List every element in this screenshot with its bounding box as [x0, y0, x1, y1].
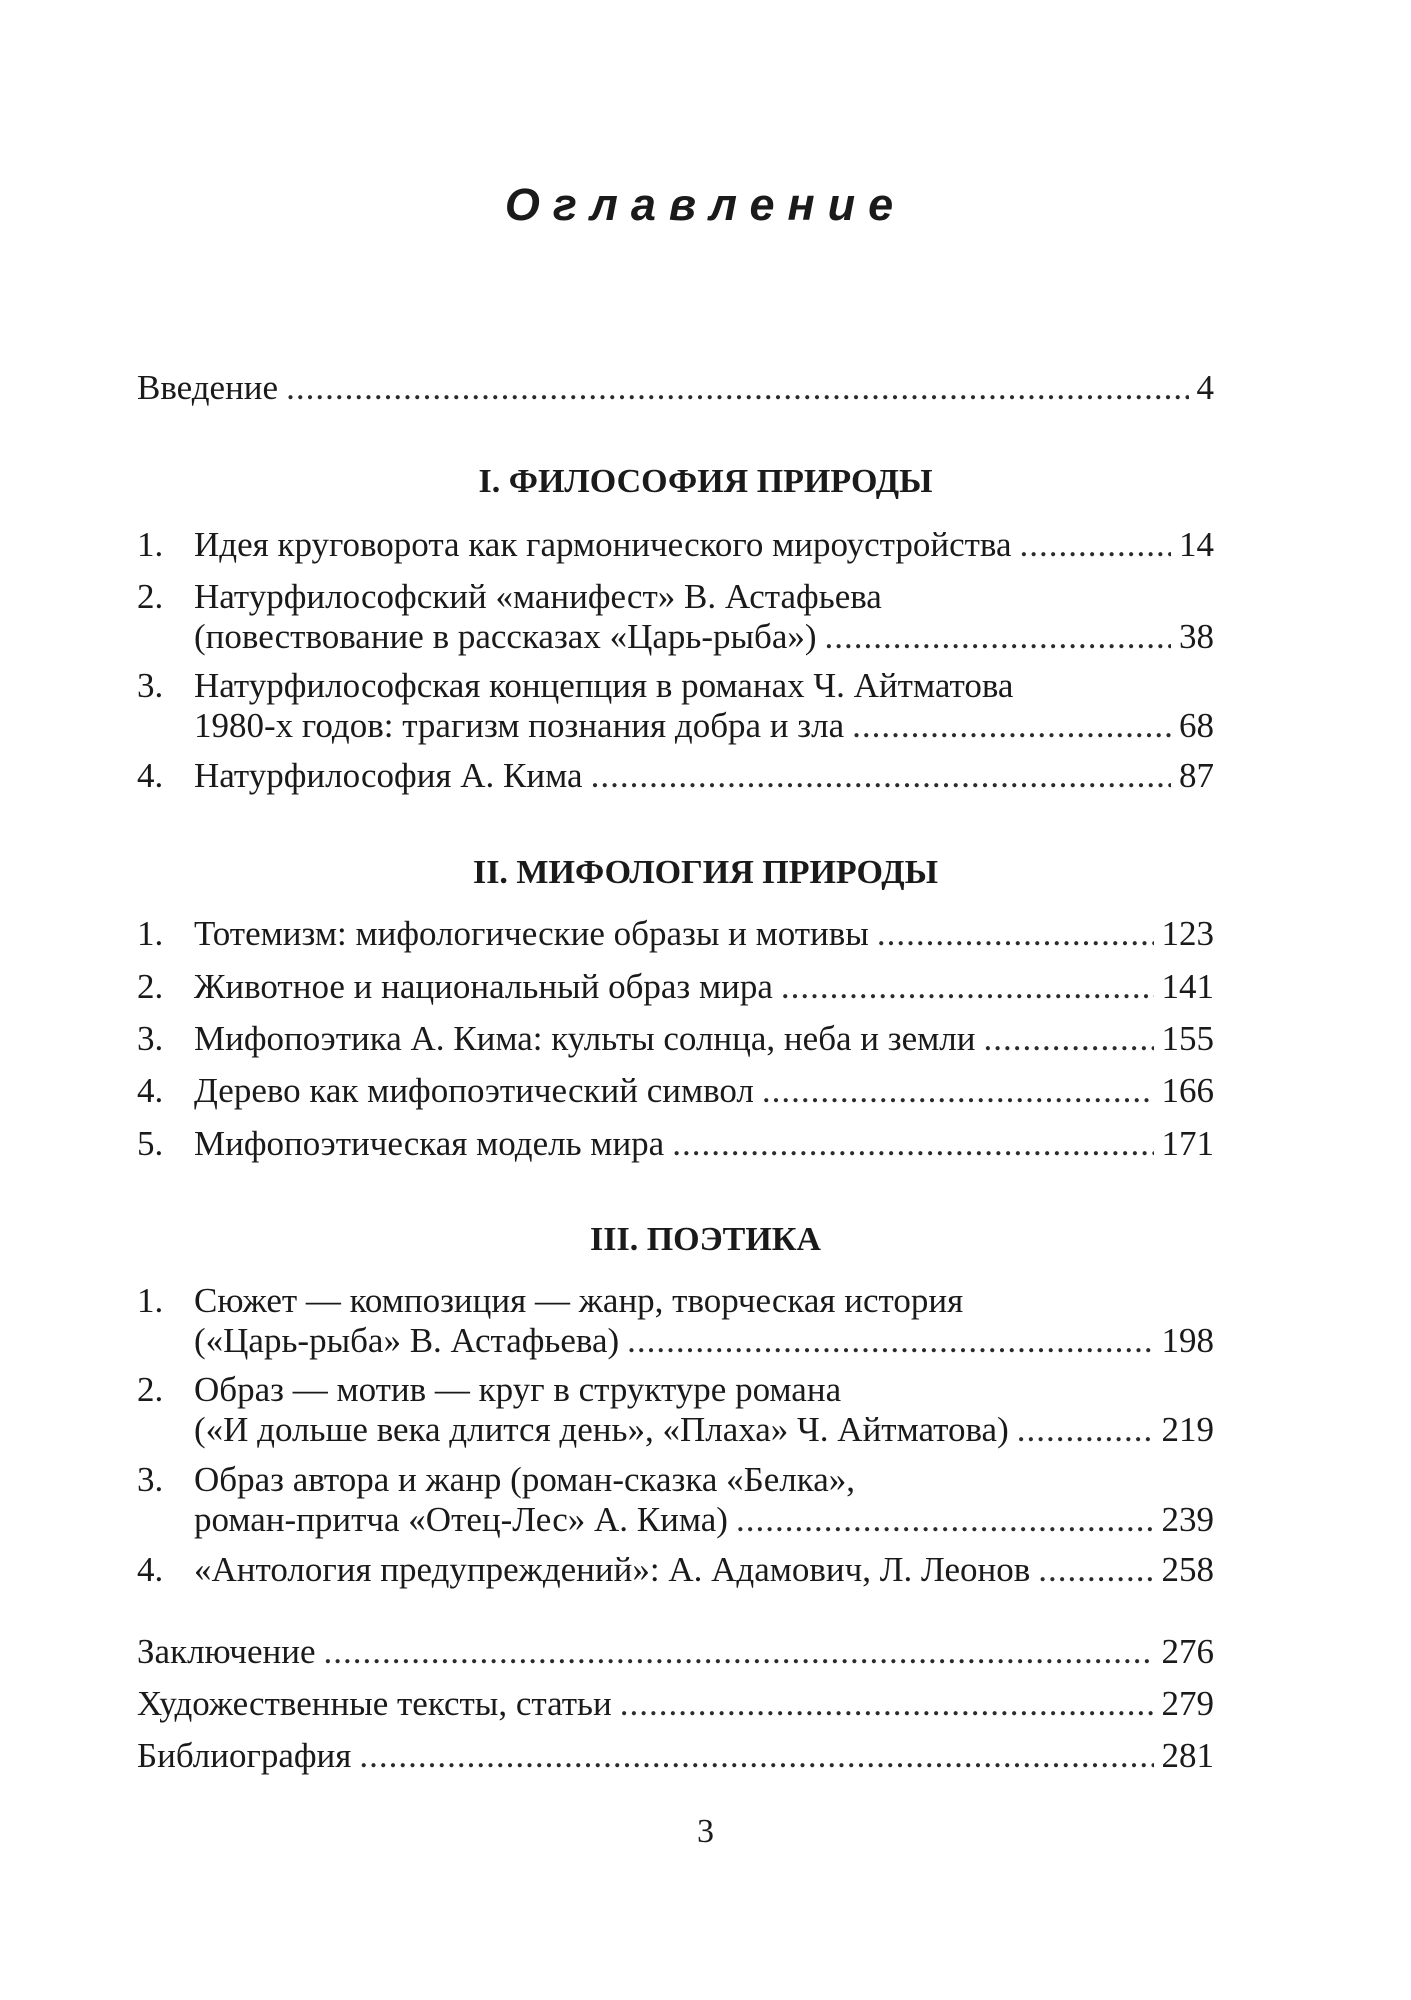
entry-text: Животное и национальный образ мира — [194, 967, 773, 1006]
entry-number: 1. — [137, 1281, 164, 1320]
dot-leader — [324, 1632, 1154, 1672]
entry-number: 1. — [137, 525, 164, 564]
entry-text-continued: («Царь-рыба» В. Астафьева) — [194, 1321, 620, 1360]
entry-number: 3. — [137, 1019, 164, 1058]
toc-entry — [137, 756, 1214, 796]
entry-text: Натурфилософская концепция в романах Ч. Айтматова — [194, 666, 1014, 705]
entry-text: Мифопоэтика А. Кима: культы солнца, неба и земли — [194, 1019, 976, 1058]
dot-leader — [877, 914, 1154, 954]
page-number: 38 — [1179, 617, 1214, 656]
section-heading: I. ФИЛОСОФИЯ ПРИРОДЫ — [478, 463, 933, 500]
entry-text: Натурфилософия А. Кима — [194, 756, 583, 795]
entry-number: 2. — [137, 967, 164, 1006]
dot-leader — [672, 1124, 1153, 1164]
entry-text-continued: («И дольше века длится день», «Плаха» Ч. Айтматова) — [194, 1410, 1009, 1449]
entry-text: «Антология предупреждений»: А. Адамович, Л. Леонов — [194, 1550, 1031, 1589]
entry-text: Образ — мотив — круг в структуре романа — [194, 1370, 842, 1409]
entry-text: Художественные тексты, статьи — [137, 1684, 612, 1723]
page-number: 219 — [1161, 1410, 1214, 1449]
dot-leader — [983, 1019, 1153, 1059]
dot-leader — [762, 1071, 1154, 1111]
toc-entry-intro — [137, 368, 1214, 408]
entry-number: 2. — [137, 1370, 164, 1409]
dot-leader — [591, 756, 1171, 796]
entry-text: Мифопоэтическая модель мира — [194, 1124, 665, 1163]
page-number: 141 — [1161, 967, 1214, 1006]
toc-entry-texts — [137, 1684, 1214, 1724]
entry-text: Тотемизм: мифологические образы и мотивы — [194, 914, 869, 953]
toc-entry — [137, 1124, 1214, 1164]
entry-text: Сюжет — композиция — жанр, творческая история — [194, 1281, 964, 1320]
entry-number: 2. — [137, 577, 164, 616]
toc-entry — [137, 1460, 1214, 1540]
dot-leader — [1017, 1410, 1154, 1450]
section-heading: II. МИФОЛОГИЯ ПРИРОДЫ — [472, 854, 939, 891]
toc-entry — [137, 1370, 1214, 1450]
entry-text: Образ автора и жанр (роман-сказка «Белка», — [194, 1460, 855, 1499]
page-number: 171 — [1161, 1124, 1214, 1163]
entry-text-continued: роман-притча «Отец-Лес» А. Кима) — [194, 1500, 728, 1539]
page-number: 166 — [1161, 1071, 1214, 1110]
dot-leader — [286, 368, 1188, 408]
dot-leader — [736, 1500, 1154, 1540]
toc-entry — [137, 967, 1214, 1007]
page-title: Оглавление — [504, 179, 907, 230]
dot-leader — [1020, 525, 1171, 565]
page-number: 198 — [1161, 1321, 1214, 1360]
toc-entry — [137, 577, 1214, 657]
toc-entry — [137, 1550, 1214, 1590]
entry-text-continued: 1980-х годов: трагизм познания добра и зла — [194, 706, 845, 745]
page-number: 281 — [1161, 1736, 1214, 1775]
entry-number: 4. — [137, 756, 164, 795]
dot-leader — [1038, 1550, 1153, 1590]
page-number: 14 — [1179, 525, 1214, 564]
toc-entry — [137, 525, 1214, 565]
entry-text: Натурфилософский «манифест» В. Астафьева — [194, 577, 882, 616]
dot-leader — [627, 1321, 1153, 1361]
page-number: 239 — [1161, 1500, 1214, 1539]
entry-number: 4. — [137, 1550, 164, 1589]
entry-text: Дерево как мифопоэтический символ — [194, 1071, 754, 1110]
page-number: 155 — [1161, 1019, 1214, 1058]
folio-page-number: 3 — [697, 1813, 714, 1850]
entry-text-continued: (повествование в рассказах «Царь-рыба») — [194, 617, 817, 656]
dot-leader — [359, 1736, 1153, 1776]
toc-entry-bibliography — [137, 1736, 1214, 1776]
dot-leader — [781, 967, 1154, 1007]
toc-entry — [137, 914, 1214, 954]
entry-text: Библиография — [137, 1736, 352, 1775]
entry-text: Заключение — [137, 1632, 316, 1671]
page-number: 279 — [1161, 1684, 1214, 1723]
page-number: 276 — [1161, 1632, 1214, 1671]
toc-entry — [137, 1019, 1214, 1059]
entry-number: 1. — [137, 914, 164, 953]
entry-number: 4. — [137, 1071, 164, 1110]
entry-number: 3. — [137, 1460, 164, 1499]
toc-entry — [137, 1281, 1214, 1361]
page-number: 68 — [1179, 706, 1214, 745]
page-number: 87 — [1179, 756, 1214, 795]
toc-entry — [137, 1071, 1214, 1111]
entry-number: 5. — [137, 1124, 164, 1163]
toc-entry-conclusion — [137, 1632, 1214, 1672]
entry-number: 3. — [137, 666, 164, 705]
page-number: 4 — [1196, 368, 1214, 407]
dot-leader — [825, 617, 1171, 657]
page-number: 123 — [1161, 914, 1214, 953]
page-number: 258 — [1161, 1550, 1214, 1589]
toc-entry — [137, 666, 1214, 746]
dot-leader — [620, 1684, 1154, 1724]
section-heading: III. ПОЭТИКА — [590, 1221, 821, 1258]
entry-text: Идея круговорота как гармонического мироустройства — [194, 525, 1012, 564]
entry-text: Введение — [137, 368, 279, 407]
dot-leader — [852, 706, 1171, 746]
